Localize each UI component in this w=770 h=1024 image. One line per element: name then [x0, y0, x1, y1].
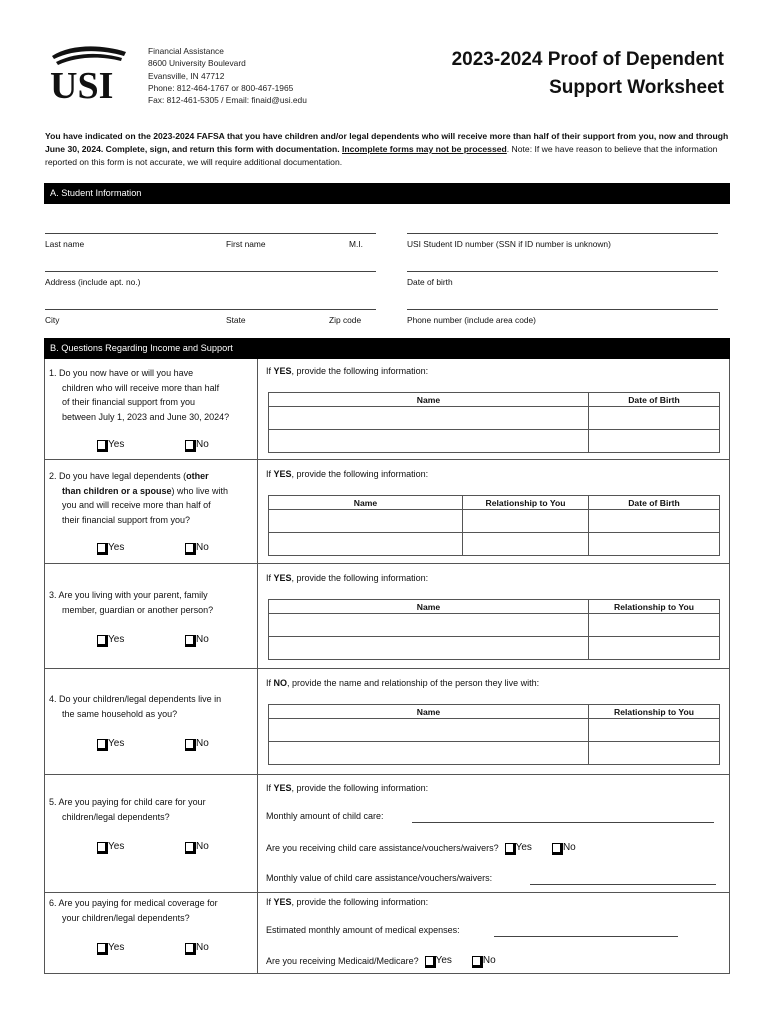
q5-answer-cell: [258, 775, 730, 893]
q3-yes-checkbox[interactable]: Yes: [97, 634, 124, 645]
q6-answer-cell: [258, 893, 730, 974]
title-line-1: 2023-2024 Proof of Dependent: [451, 49, 724, 70]
q1-question-cell: [44, 359, 258, 460]
checkbox-icon: [97, 842, 106, 852]
last-name-line[interactable]: [45, 233, 376, 234]
q5-monthly-amount: Monthly amount of child care:: [266, 811, 384, 821]
checkbox-icon: [185, 440, 194, 450]
checkbox-icon: [425, 956, 434, 966]
q3-cell[interactable]: [589, 614, 720, 637]
address-line: Financial Assistance: [148, 46, 224, 56]
intro-bold: You have indicated on the 2023-2024 FAFSA that you have children and/or legal dependents who will receive more than half of their support from you, now and through June 30, 2024. Complete, sign, and return this form with documentation.: [45, 131, 729, 154]
intro-rest: . Note: If we have reason to believe that the information reported on this form is not accurate, we will require additional documentation.: [45, 144, 718, 167]
q2-text: 2. Do you have legal dependents (other than children or a spouse) who live with you and will receive more than half of their financial support from you?: [49, 471, 229, 525]
checkbox-icon: [97, 943, 106, 953]
section-b-header: B. Questions Regarding Income and Support: [44, 338, 730, 359]
dob-line[interactable]: [407, 271, 718, 272]
q4-cell[interactable]: [589, 719, 720, 742]
q5-instructions: If YES, provide the following information:: [266, 783, 429, 793]
q4-no-checkbox[interactable]: No: [185, 738, 209, 749]
checkbox-icon: [97, 440, 106, 450]
q1-answer-cell: [258, 359, 730, 460]
q5-assistance-question: Are you receiving child care assistance/vouchers/waivers? Yes No: [266, 842, 576, 853]
q3-header-name: Name: [269, 600, 589, 614]
state-label: State: [226, 315, 246, 325]
q2-cell[interactable]: [589, 533, 720, 556]
city-label: City: [45, 315, 60, 325]
checkbox-icon: [552, 843, 561, 853]
address-line: Fax: 812-461-5305 / Email: finaid@usi.edu: [148, 95, 307, 106]
q3-question-cell: [44, 564, 258, 669]
logo-text: USI: [50, 65, 114, 102]
address-line: 8600 University Boulevard: [148, 58, 246, 69]
q2-cell[interactable]: [269, 533, 463, 556]
q4-yes-checkbox[interactable]: Yes: [97, 738, 124, 749]
q3-answer-cell: [258, 564, 730, 669]
q6-estimated-expenses-line[interactable]: [494, 936, 678, 937]
q4-header-name: Name: [269, 705, 589, 719]
q4-header-relationship: Relationship to You: [589, 705, 720, 719]
address-line-field[interactable]: [45, 271, 376, 272]
q6-estimated-expenses: Estimated monthly amount of medical expenses:: [266, 925, 460, 935]
q1-cell[interactable]: [589, 407, 720, 430]
q4-cell[interactable]: [589, 742, 720, 765]
q2-no-checkbox[interactable]: No: [185, 542, 209, 553]
checkbox-icon: [472, 956, 481, 966]
q6-text: 6. Are you paying for medical coverage for your children/legal dependents?: [49, 898, 218, 923]
q3-cell[interactable]: [269, 614, 589, 637]
checkbox-icon: [97, 635, 106, 645]
q4-table: [268, 704, 720, 765]
q3-instructions: If YES, provide the following information:: [266, 573, 429, 583]
q4-cell[interactable]: [269, 719, 589, 742]
q2-cell[interactable]: [463, 510, 589, 533]
q2-header-dob: Date of Birth: [589, 496, 720, 510]
q3-text: 3. Are you living with your parent, family member, guardian or another person?: [49, 590, 214, 615]
q1-instructions: If YES, provide the following information:: [266, 366, 429, 376]
q2-table: [268, 495, 720, 556]
q1-header-dob: Date of Birth: [589, 393, 720, 407]
q1-text: 1. Do you now have or will you have children who will receive more than half of their financial support from you between July 1, 2023 and June 30, 2024?: [49, 368, 230, 422]
office-address: [148, 45, 307, 106]
q5-yes-checkbox[interactable]: Yes: [97, 841, 124, 852]
checkbox-icon: [97, 739, 106, 749]
student-id-line[interactable]: [407, 233, 718, 234]
q1-no-checkbox[interactable]: No: [185, 439, 209, 450]
title-line-2: Support Worksheet: [549, 77, 724, 98]
q5-text: 5. Are you paying for child care for your children/legal dependents?: [49, 797, 206, 822]
q2-answer-cell: [258, 460, 730, 564]
q2-header-relationship: Relationship to You: [463, 496, 589, 510]
checkbox-icon: [97, 543, 106, 553]
q1-header-name: Name: [269, 393, 589, 407]
section-a-header: A. Student Information: [44, 183, 730, 204]
city-line[interactable]: [45, 309, 376, 310]
q4-instructions: If NO, provide the name and relationship of the person they live with:: [266, 678, 540, 688]
q1-yes-checkbox[interactable]: Yes: [97, 439, 124, 450]
dob-label: Date of birth: [407, 277, 453, 287]
q5-assist-yes-checkbox[interactable]: Yes: [505, 842, 532, 853]
form-title: [452, 46, 724, 102]
q5-assistance-value: Monthly value of child care assistance/vouchers/waivers:: [266, 873, 493, 883]
q6-medicaid-no-checkbox[interactable]: No: [472, 955, 496, 966]
q3-cell[interactable]: [269, 637, 589, 660]
intro-paragraph: [45, 130, 735, 169]
q6-medicaid-question: Are you receiving Medicaid/Medicare? Yes No: [266, 955, 496, 966]
q2-instructions: If YES, provide the following information:: [266, 469, 429, 479]
checkbox-icon: [185, 543, 194, 553]
q1-cell[interactable]: [269, 430, 589, 453]
checkbox-icon: [505, 843, 514, 853]
q3-table: [268, 599, 720, 660]
first-name-label: First name: [226, 239, 266, 249]
address-line: Evansville, IN 47712: [148, 70, 225, 81]
q4-question-cell: [44, 669, 258, 775]
q6-instructions: If YES, provide the following information:: [266, 897, 429, 907]
q3-cell[interactable]: [589, 637, 720, 660]
q4-text: 4. Do your children/legal dependents live in the same household as you?: [49, 694, 222, 719]
q2-cell[interactable]: [463, 533, 589, 556]
q4-answer-cell: [258, 669, 730, 775]
phone-line[interactable]: [407, 309, 718, 310]
phone-label: Phone number (include area code): [407, 315, 536, 325]
q3-no-checkbox[interactable]: No: [185, 634, 209, 645]
address-label: Address (include apt. no.): [45, 277, 141, 287]
q5-monthly-amount-line[interactable]: [412, 822, 714, 823]
q6-no-checkbox[interactable]: No: [185, 942, 209, 953]
q5-no-checkbox[interactable]: No: [185, 841, 209, 852]
q5-question-cell: [44, 775, 258, 893]
q5-assistance-value-line[interactable]: [530, 884, 716, 885]
mi-label: M.I.: [349, 239, 363, 249]
q2-cell[interactable]: [589, 510, 720, 533]
q1-cell[interactable]: [589, 430, 720, 453]
q5-assist-no-checkbox[interactable]: No: [552, 842, 576, 853]
checkbox-icon: [185, 943, 194, 953]
q4-cell[interactable]: [269, 742, 589, 765]
last-name-label: Last name: [45, 239, 85, 249]
usi-logo: [46, 42, 130, 102]
q2-yes-checkbox[interactable]: Yes: [97, 542, 124, 553]
zip-label: Zip code: [329, 315, 362, 325]
address-line: Phone: 812-464-1767 or 800-467-1965: [148, 82, 294, 93]
q2-header-name: Name: [269, 496, 463, 510]
q2-question-cell: [44, 460, 258, 564]
checkbox-icon: [185, 635, 194, 645]
q6-question-cell: [44, 893, 258, 974]
checkbox-icon: [185, 842, 194, 852]
q3-header-relationship: Relationship to You: [589, 600, 720, 614]
checkbox-icon: [185, 739, 194, 749]
q6-yes-checkbox[interactable]: Yes: [97, 942, 124, 953]
q1-cell[interactable]: [269, 407, 589, 430]
student-id-label: USI Student ID number (SSN if ID number is unknown): [407, 239, 611, 249]
q1-table: [268, 392, 720, 453]
q6-medicaid-yes-checkbox[interactable]: Yes: [425, 955, 452, 966]
q2-cell[interactable]: [269, 510, 463, 533]
intro-underlined: Incomplete forms may not be processed: [342, 144, 507, 154]
